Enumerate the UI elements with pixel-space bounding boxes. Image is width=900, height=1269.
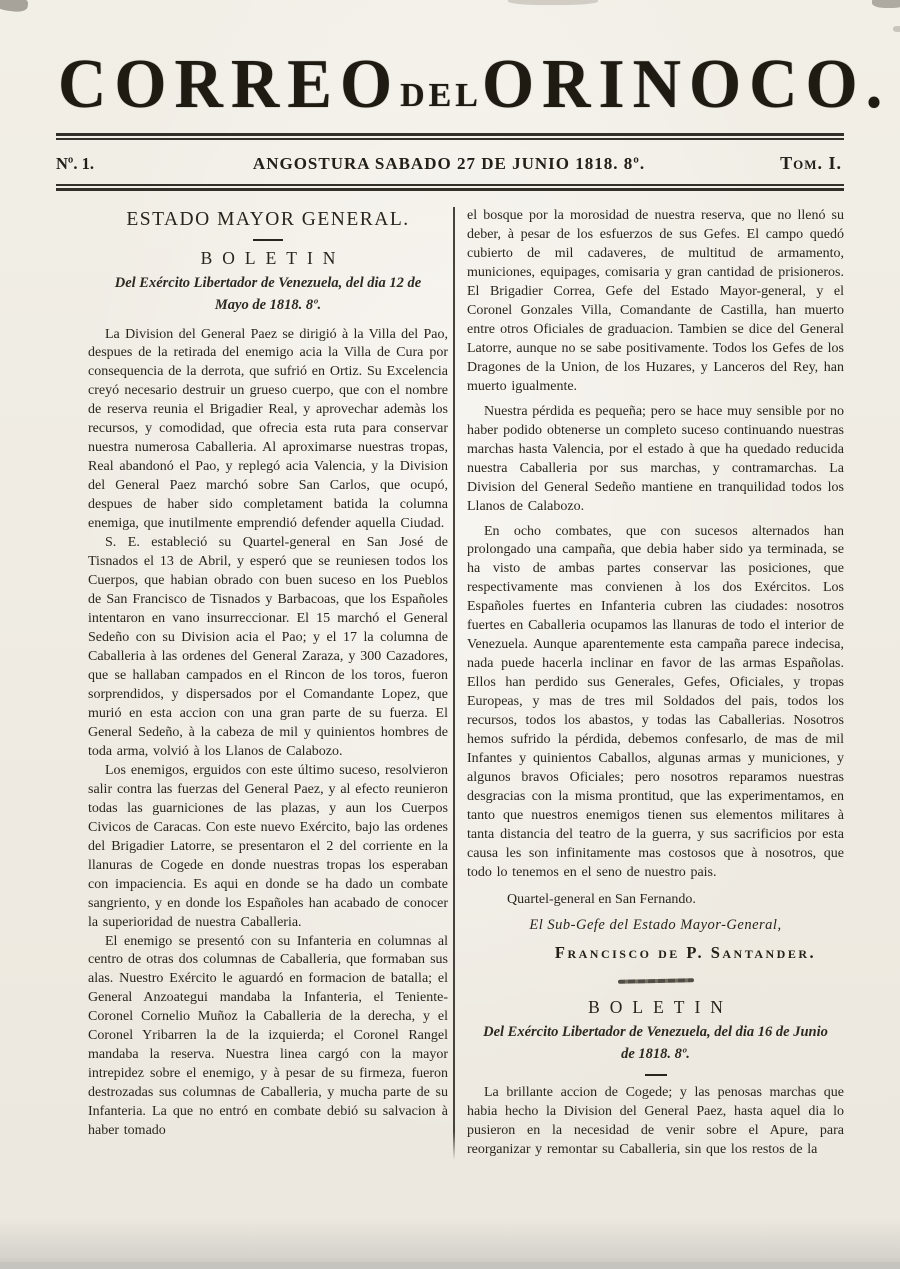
article-columns [0,191,900,1160]
body-paragraph: El enemigo se presentó con su Infanteria en columnas al centro de otras dos columnas de Caballeria, que formaban sus alas. Nuestro Exército le aguardó en formacion de batalla; el General Anzoategui mandaba la Infanteria, el Teniente-Coronel Cornelio Muñoz la Caballeria de la derecha, y el Coronel Yribarren la de la izquierda; el Coronel Rangel mandaba la reserva. Nuestra linea cargó con la mayor intrepidez sobre el enemigo, y à pesar de su firmeza, fueron destrozadas sus columnas de Caballeria, y mucha parte de su Infanteria. La que no entró en combate debió su salvacion à haber tomado [88,933,448,1139]
closing-title-line: El Sub-Gefe del Estado Mayor-General, [529,916,782,933]
double-rule-bottom [56,184,844,191]
page-edge-shadow [0,1262,900,1269]
scan-smudge [893,26,900,32]
section-heading: ESTADO MAYOR GENERAL. [126,209,410,230]
double-rule-top [56,133,844,140]
masthead-title-correo: CORREO [58,45,401,123]
left-column [88,207,448,1160]
body-paragraph: En ocho combates, que con sucesos alternados han prolongado una campaña, que debia haber sido ya terminada, se ha visto de ambas partes conservar las posiciones, que respectivamente mas convienen à los dos Exércitos. Los Españoles fuertes en Infanteria cubren las ciudades: nosotros fuertes en Caballeria ocupamos las llanuras de todo el interior de Venezuela. Aunque aparentemente esta campaña parece indecisa, nada puede hacerla inclinar en favor de las armas Españolas. Ellos han perdido sus Generales, Gefes, Oficiales, y tropas Europeas, y mas de tres mil Soldados del pais, todos los recursos, todos los abastos, y todas las Caballerias. Nosotros hemos sufrido la pérdida, debemos confesarlo, de mas de mil Infantes y quinientos Caballos, algunas armas y municiones, y algunos bravos Oficiales; pero nosotros reparamos nuestras desgracias con la misma prontitud, que las experimentamos, en tanto que nuestros enemigos tienen sus elementos militares à tanta distancia del teatro de la guerra, y sus sacrificios por esta causa les son infinitamente mas costosos que à nosotros, que todo lo tenemos en el seno de nuestro pais. [467,523,844,880]
body-paragraph: Nuestra pérdida es pequeña; pero se hace muy sensible por no haber podido obtenerse un completo suceso continuando nuestras marchas hasta Valencia, por el estado à que ha quedado reducida nuestra Caballeria por sus marchas, y contramarchas. La Division del General Sedeño mantiene en tranquilidad todos los Llanos de Calabozo. [467,403,844,514]
body-paragraph: Los enemigos, erguidos con este último suceso, resolvieron salir contra las fuerzas del General Paez, y al efecto reunieron todas las guarniciones de las plazas, y aun los Cuerpos Civicos de Caracas. Con este nuevo Exército, bajo las ordenes del Brigadier Latorre, se presentaron el 2 del corriente en la llanuras de Cogede en donde nuestras tropas los esperaban con impaciencia. Es aqui en donde se ha dado un combate sangriento, y en donde los Españoles han acabado de conocer la superioridad de nuestra Caballeria. [88,762,448,930]
masthead-title-del: DEL [400,77,482,114]
boletin2-heading: BOLETIN [588,996,733,1017]
signature-name: Francisco de P. Santander. [554,942,817,962]
volume-label: Tom. I. [780,153,842,173]
boletin1-heading: BOLETIN [200,248,346,268]
masthead [0,0,900,123]
issue-number: Nº. 1. [56,154,94,173]
boletin1-subtitle: Del Exército Libertador de Venezuela, del dia 12 de Mayo de 1818. 8º. [114,275,422,313]
dateline-text: ANGOSTURA SABADO 27 DE JUNIO 1818. 8º. [252,154,646,173]
heading-dash [253,239,283,241]
scan-smudge [872,0,900,8]
boletin2-subtitle: Del Exército Libertador de Venezuela, del dia 16 de Junio de 1818. 8º. [483,1023,828,1062]
dateline [0,140,900,174]
heading-dash [645,1074,667,1076]
decorative-rule [617,978,693,984]
body-paragraph: La Division del General Paez se dirigió à la Villa del Pao, despues de la retirada del enemigo acia la Villa de Cura por consequencia de la derrota, que sufrió en Ortiz. Su Excelencia creyó necesario destruir un grueso cuerpo, que con el nombre de reserva reunia el Brigadier Real, y aprovechar ademàs los recursos, y comodidad, que ofrecia esta ruta para conservar nuestra numerosa Caballeria. Al aproximarse nuestras tropas, Real abandonó el Pao, y replegó acia Valencia, y la Division del General Paez marchó sobre San Carlos, que ocupó, despues de haber sido completament batida la columna enemiga, que inutilmente emprendió defender aquella Ciudad. [88,326,448,532]
body-paragraph: el bosque por la morosidad de nuestra reserva, que no llenó su deber, à pesar de los esfuerzos de sus Gefes. El campo quedó cubierto de mil cadaveres, de multitud de armamento, municiones, equipages, comisaria y gran cantidad de prisioneros. El Brigadier Correa, Gefe del Estado Mayor-general, y el Coronel Gonzales Villa, Comandante de Castilla, han muerto entre otros Oficiales de graduacion. Tambien se dice del General Latorre, aunque no se sabe positivamente. Todos los Gefes de los Dragones de la Union, de los Huzares, y Lanceros del Rey, han muerto igualmente. [467,208,845,394]
masthead-title-orinoco: ORINOCO. [482,45,891,123]
column-divider-rule [453,207,455,1160]
body-paragraph: La brillante accion de Cogede; y las penosas marchas que habia hecho la Division del General Paez, hasta aquel dia lo pusieron en la necesidad de venir sobre el Apure, para reorganizar y remontar su Caballeria, sin que los restos de la [467,1085,844,1158]
body-paragraph: S. E. estableció su Quartel-general en San José de Tisnados el 13 de Abril, y esperó que se reuniesen todos los Cuerpos, que habian obrado con buen suceso en los Pueblos de San Francisco de Tisnados y Barbacoas, que los Españoles intentaron en vano insurreccionar. El 15 marchó el General Sedeño con su Division acia el Pao; y el 17 la columna de Caballeria à las ordenes del General Zaraza, y 300 Cazadores, que se hallaban campados en el Rincon de los toros, fueron sorprendidos, y dispersados por el Comandante Lopez, que murió en esta accion con una gran parte de su fuerza. El General Sedeño, à la cabeza de mil y quinientos hombres de toda arma, volvió à los Llanos de Calabozo. [88,535,448,759]
closing-place-line: Quartel-general en San Fernando. [507,891,696,907]
right-column [455,207,844,1160]
